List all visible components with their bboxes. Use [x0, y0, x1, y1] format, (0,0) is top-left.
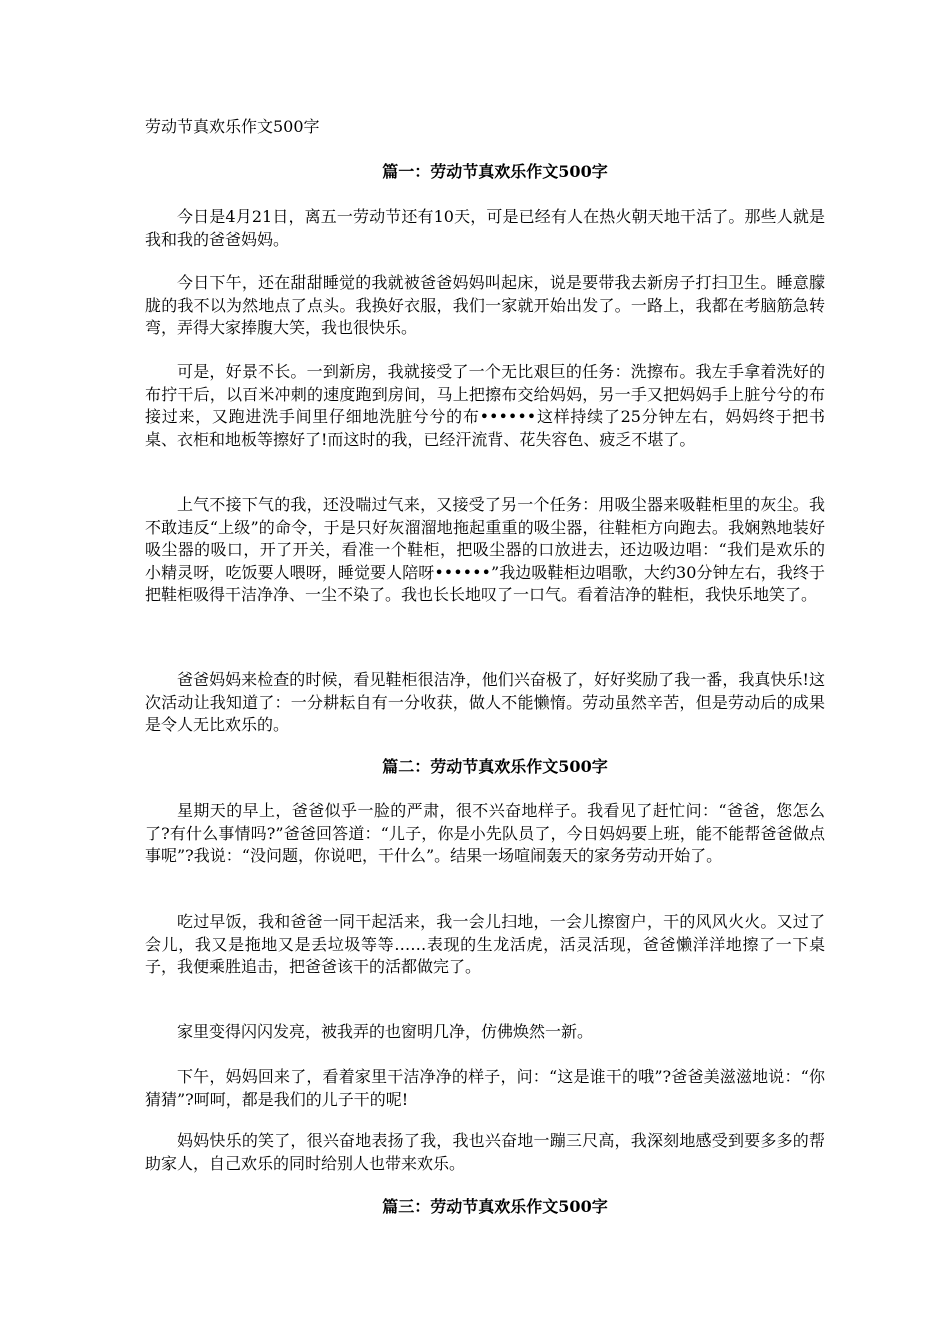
paragraph: 妈妈快乐的笑了，很兴奋地表扬了我，我也兴奋地一蹦三尺高，我深刻地感受到要多多的帮助家人，自己欢乐的同时给别人也带来欢乐。 [145, 1131, 825, 1173]
paragraph: 今日下午，还在甜甜睡觉的我就被爸爸妈妈叫起床，说是要带我去新房子打扫卫生。睡意朦胧的我不以为然地点了点头。我换好衣服，我们一家就开始出发了。一路上，我都在考脑筋急转弯，弄得大家捧腹大笑，我也很快乐。 [145, 273, 825, 338]
paragraph: 可是，好景不长。一到新房，我就接受了一个无比艰巨的任务：洗擦布。我左手拿着洗好的布拧干后，以百米冲刺的速度跑到房间，马上把擦布交给妈妈，另一手又把妈妈手上脏兮兮的布接过来，又跑进洗手间里仔细地洗脏兮兮的布••••••这样持续了25分钟左右，妈妈终于把书桌、衣柜和地板等擦好了!而这时的我，已经汗流背、花失容色、疲乏不堪了。 [145, 362, 825, 449]
section-heading-2: 篇二：劳动节真欢乐作文500字 [382, 757, 608, 776]
paragraph: 星期天的早上，爸爸似乎一脸的严肃，很不兴奋地样子。我看见了赶忙问：“爸爸，您怎么了?有什么事情吗?”爸爸回答道：“儿子，你是小先队员了，今日妈妈要上班，能不能帮爸爸做点事呢”?我说：“没问题，你说吧，干什么”。结果一场喧闹轰天的家务劳动开始了。 [145, 801, 825, 866]
paragraph: 家里变得闪闪发亮，被我弄的也窗明几净，仿佛焕然一新。 [177, 1022, 594, 1041]
section-heading-1: 篇一：劳动节真欢乐作文500字 [382, 162, 608, 181]
document-title: 劳动节真欢乐作文500字 [145, 117, 320, 136]
paragraph: 爸爸妈妈来检查的时候，看见鞋柜很洁净，他们兴奋极了，好好奖励了我一番，我真快乐!这次活动让我知道了：一分耕耘自有一分收获，做人不能懒惰。劳动虽然辛苦，但是劳动后的成果是令人无比欢乐的。 [145, 670, 825, 735]
paragraph: 今日是4月21日，离五一劳动节还有10天，可是已经有人在热火朝天地干活了。那些人就是我和我的爸爸妈妈。 [145, 207, 825, 249]
paragraph: 上气不接下气的我，还没喘过气来，又接受了另一个任务：用吸尘器来吸鞋柜里的灰尘。我不敢违反“上级”的命令，于是只好灰溜溜地拖起重重的吸尘器，往鞋柜方向跑去。我娴熟地装好吸尘器的吸口，开了开关，看准一个鞋柜，把吸尘器的口放进去，还边吸边唱：“我们是欢乐的小精灵呀，吃饭要人喂呀，睡觉要人陪呀••••••”我边吸鞋柜边唱歌，大约30分钟左右，我终于把鞋柜吸得干洁净净、一尘不染了。我也长长地叹了一口气。看着洁净的鞋柜，我快乐地笑了。 [145, 495, 825, 605]
paragraph: 吃过早饭，我和爸爸一同干起活来，我一会儿扫地，一会儿擦窗户，干的风风火火。又过了会儿，我又是拖地又是丢垃圾等等……表现的生龙活虎，活灵活现，爸爸懒洋洋地擦了一下桌子，我便乘胜追击，把爸爸该干的活都做完了。 [145, 912, 825, 977]
section-heading-3: 篇三：劳动节真欢乐作文500字 [382, 1197, 608, 1216]
paragraph: 下午，妈妈回来了，看着家里干洁净净的样子，问：“这是谁干的哦”?爸爸美滋滋地说：“你猜猜”?呵呵，都是我们的儿子干的呢! [145, 1067, 825, 1109]
